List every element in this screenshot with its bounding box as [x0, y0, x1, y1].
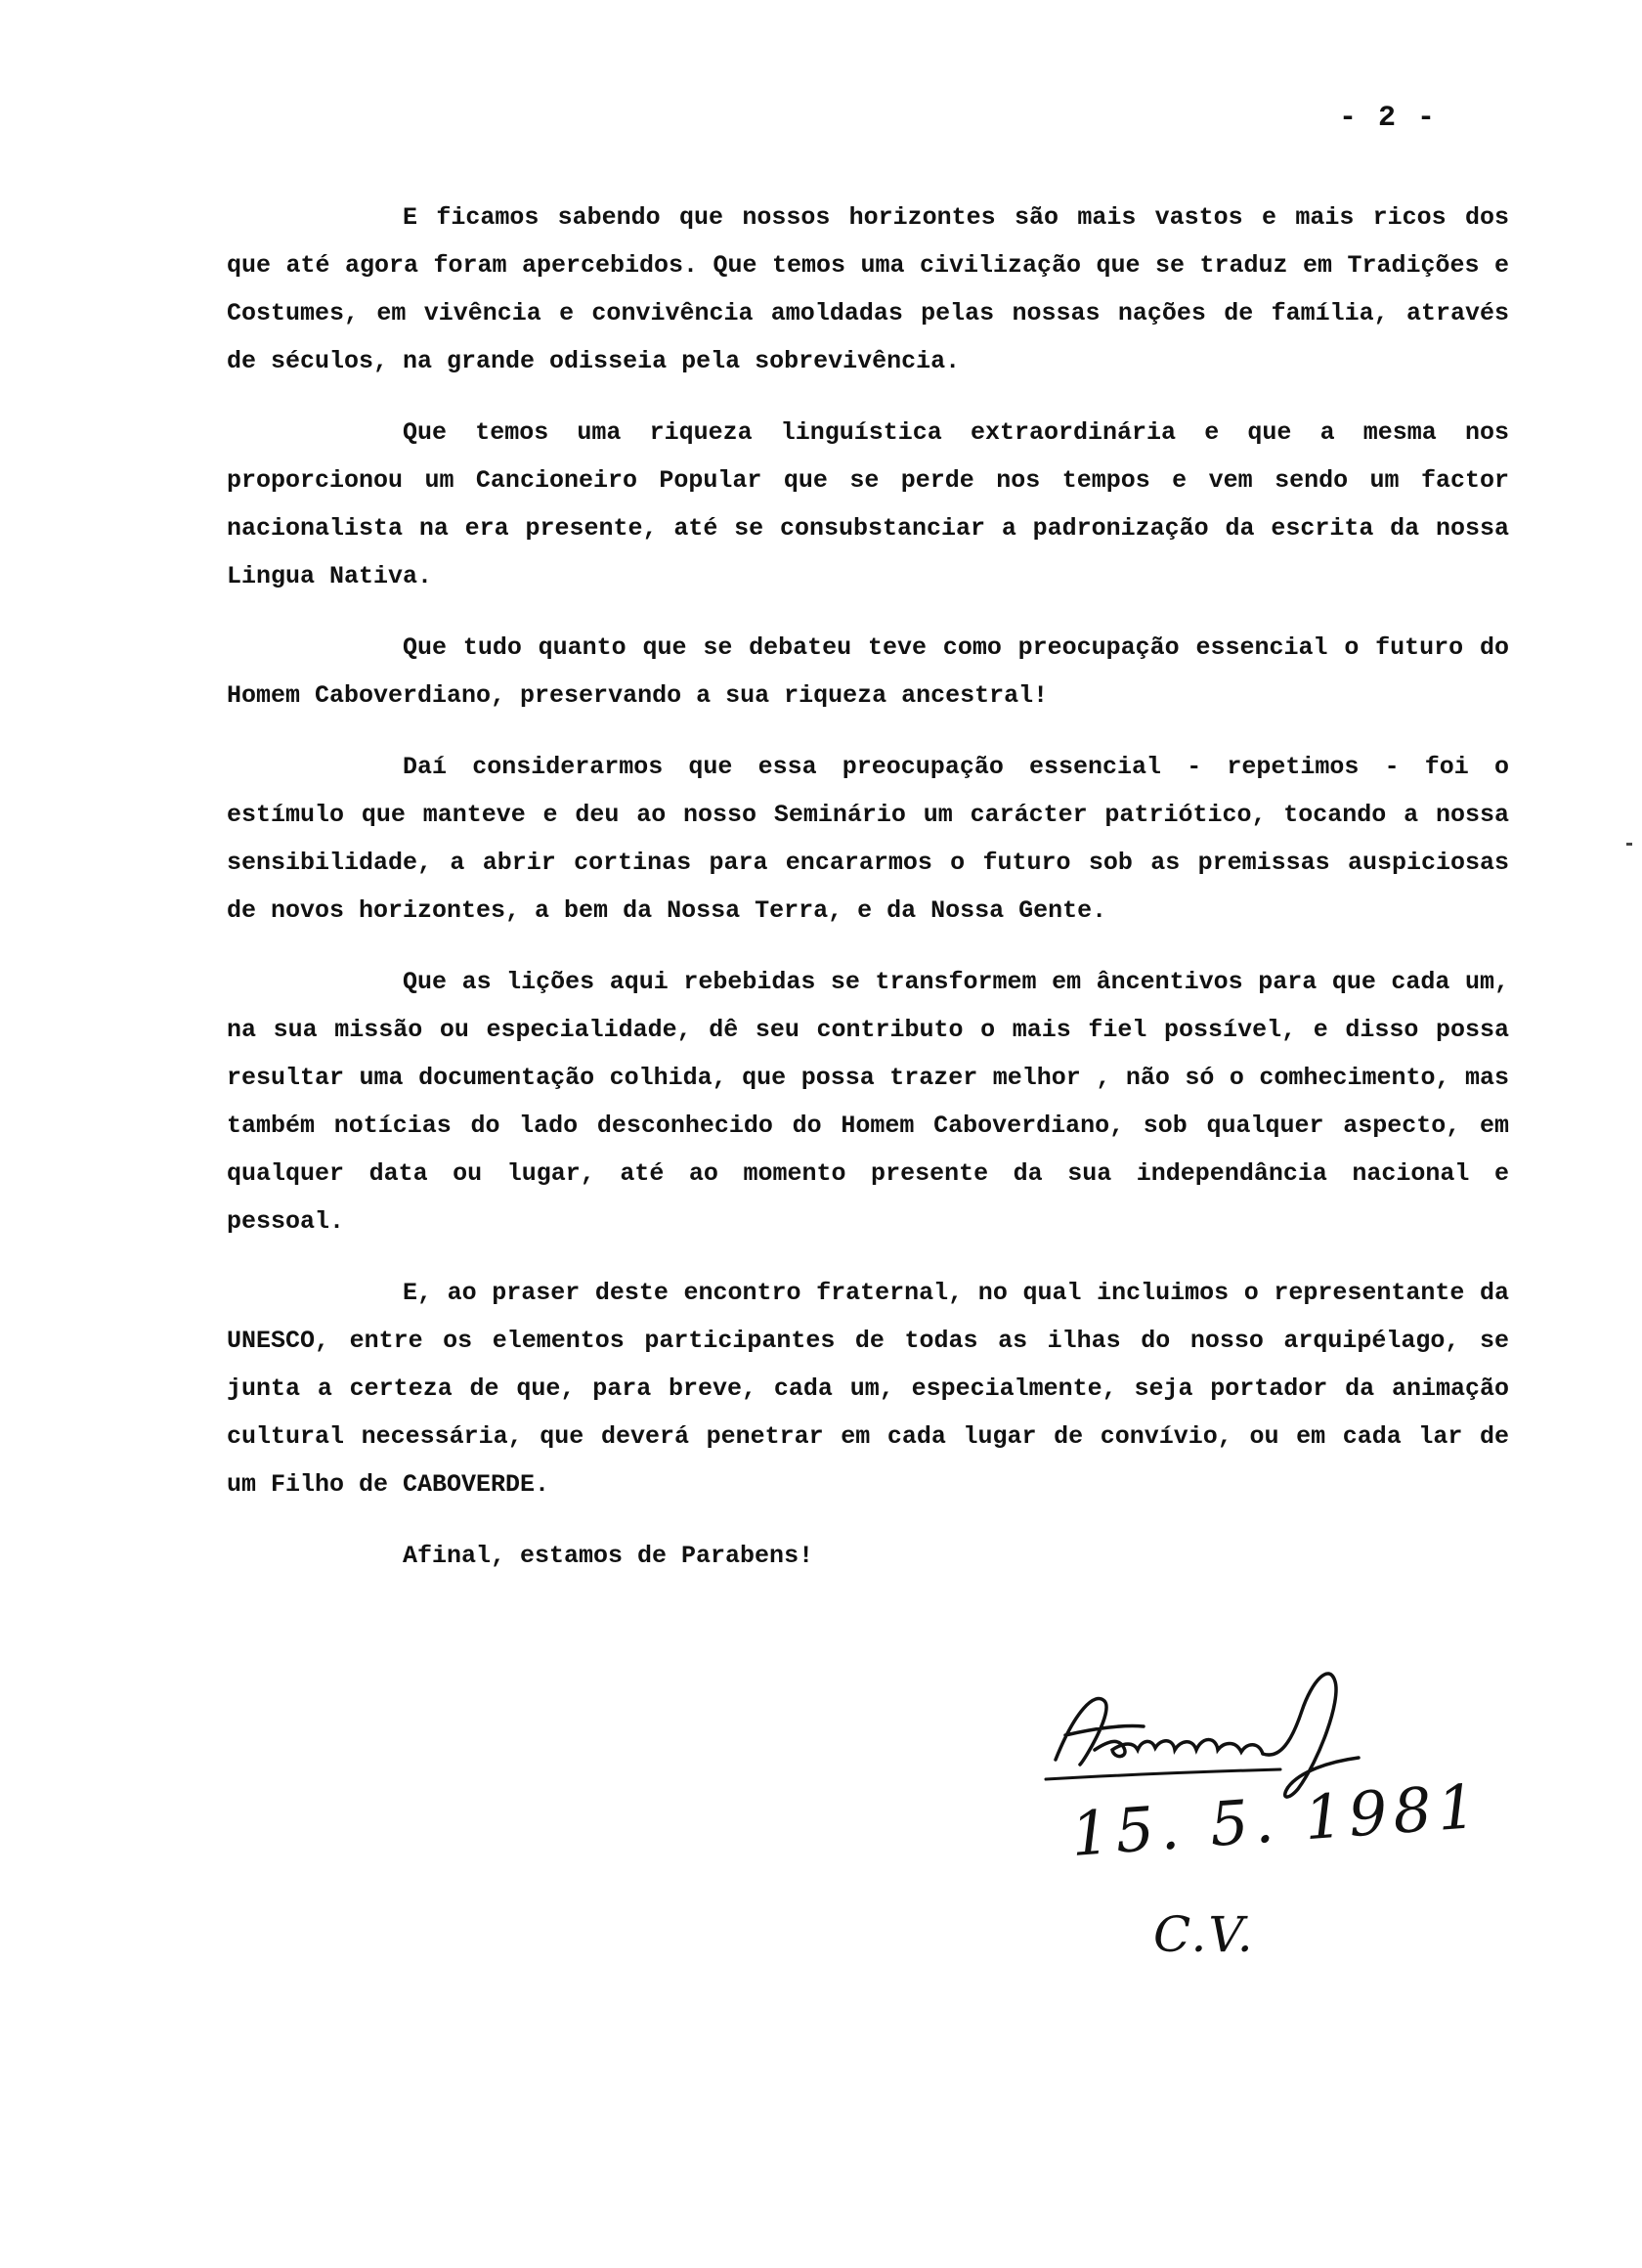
paragraph-5: Que as lições aqui rebebidas se transformem em âncentivos para que cada um, na sua missão ou especialidade, dê seu contributo o mais fiel possível, e disso possa resultar uma documentação colhida, que possa trazer melhor , não só o comhecimento, mas também notícias do lado desconhecido do Homem Caboverdiano, sob qualquer aspecto, em qualquer data ou lugar, até ao momento presente da sua independância nacional e pessoal.: [227, 968, 1509, 1236]
paragraph-6: E, ao praser deste encontro fraternal, no qual incluimos o representante da UNESCO, entre os elementos participantes de todas as ilhas do nosso arquipélago, se junta a certeza de que, para breve, cada um, especialmente, seja portador da animação cultural necessária, que deverá penetrar em cada lugar de convívio, ou em cada lar de um Filho de CABOVERDE.: [227, 1279, 1509, 1499]
letter-body: [227, 194, 1509, 1580]
margin-mark: [1626, 843, 1632, 846]
signature-date: 15. 5. 1981: [1068, 1769, 1485, 1870]
page-number: - 2 -: [1338, 102, 1437, 135]
signature-place: C.V.: [1153, 1906, 1255, 1963]
paragraph-4: Daí considerarmos que essa preocupação essencial - repetimos - foi o estímulo que manteve e deu ao nosso Seminário um carácter patriótico, tocando a nossa sensibilidade, a abrir cortinas para encararmos o futuro sob as premissas auspiciosas de novos horizontes, a bem da Nossa Terra, e da Nossa Gente.: [227, 753, 1509, 925]
signature-block: [1036, 1652, 1485, 1984]
paragraph-2: Que temos uma riqueza linguística extraordinária e que a mesma nos proporcionou um Cancioneiro Popular que se perde nos tempos e vem sendo um factor nacionalista na era presente, até se consubstanciar a padronização da escrita da nossa Lingua Nativa.: [227, 418, 1509, 590]
paragraph-3: Que tudo quanto que se debateu teve como preocupação essencial o futuro do Homem Caboverdiano, preservando a sua riqueza ancestral!: [227, 633, 1509, 710]
paragraph-1: E ficamos sabendo que nossos horizontes são mais vastos e mais ricos dos que até agora foram apercebidos. Que temos uma civilização que se traduz em Tradições e Costumes, em vivência e convivência amoldadas pelas nossas nações de família, através de séculos, na grande odisseia pela sobrevivência.: [227, 203, 1509, 375]
closing-line: Afinal, estamos de Parabens!: [403, 1542, 814, 1570]
